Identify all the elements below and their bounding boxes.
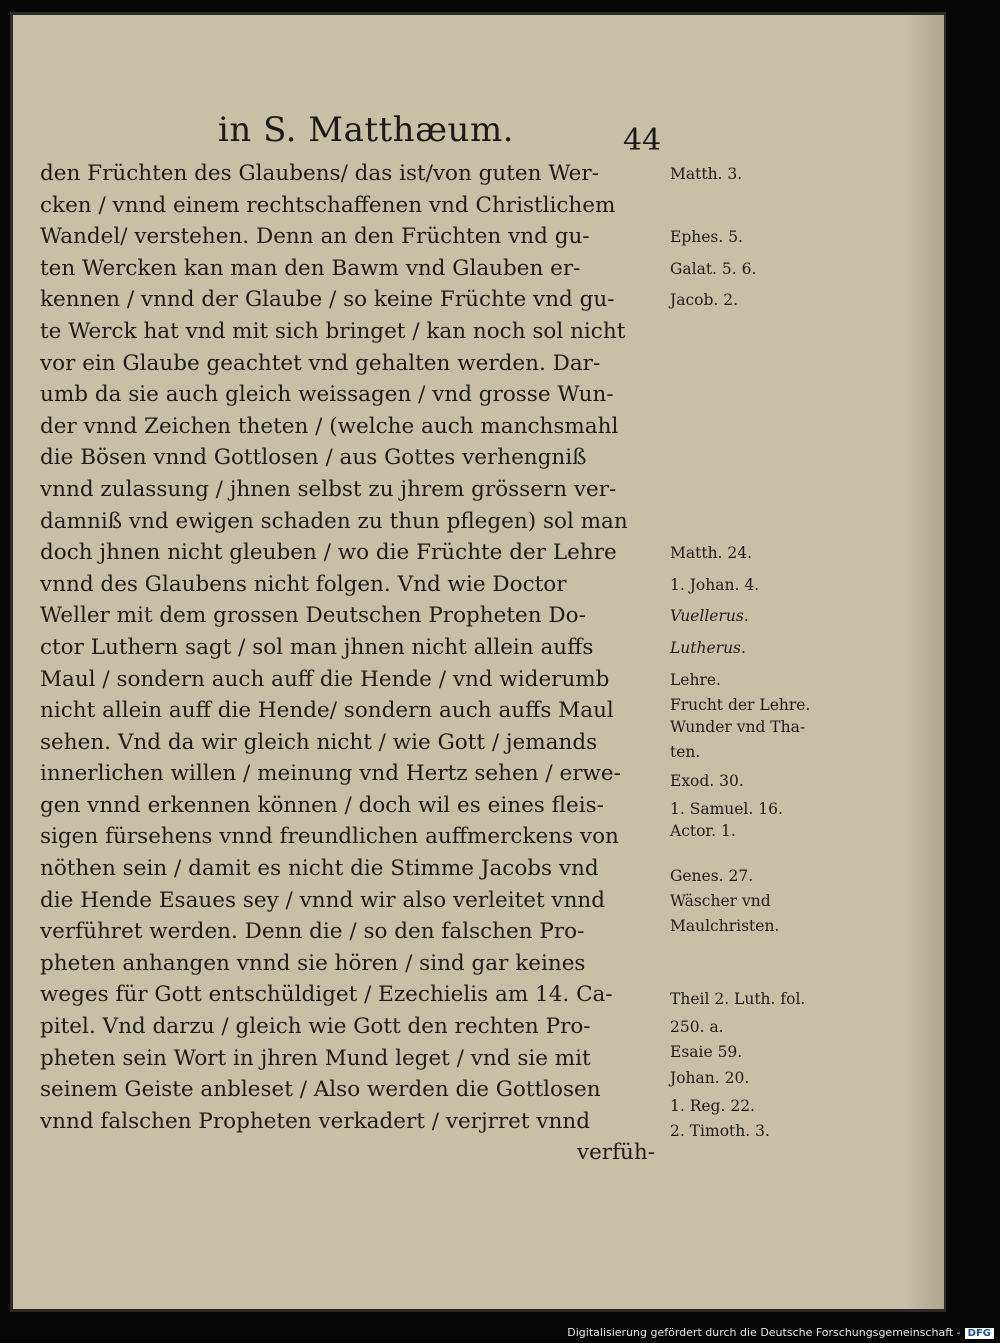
margin-note: 1. Samuel. 16. [670, 800, 783, 819]
text-line: die Hende Esaues sey / vnnd wir also verleitet vnnd [40, 887, 606, 913]
book-page [10, 12, 946, 1312]
margin-note: 250. a. [670, 1018, 724, 1037]
text-line: seinem Geiste anbleset / Also werden die Gottlosen [40, 1077, 601, 1103]
text-line: sigen fürsehens vnnd freundlichen auffmerckens von [40, 824, 619, 850]
margin-note: Ephes. 5. [670, 228, 743, 247]
text-line: nicht allein auff die Hende/ sondern auch auffs Maul [40, 698, 614, 724]
text-line: Maul / sondern auch auff die Hende / vnd widerumb [40, 666, 610, 692]
margin-note: Johan. 20. [670, 1068, 750, 1087]
margin-note: ten. [670, 743, 701, 762]
main-text-block [40, 158, 665, 1169]
margin-note: Matth. 24. [670, 544, 753, 563]
footer-credit [567, 1326, 994, 1339]
margin-note: Lutherus. [670, 639, 746, 657]
margin-note: Exod. 30. [670, 771, 744, 790]
text-line: umb da sie auch gleich weissagen / vnd grosse Wun- [40, 382, 614, 408]
text-line: sehen. Vnd da wir gleich nicht / wie Gott / jemands [40, 729, 598, 755]
margin-note: Lehre. [670, 670, 721, 689]
margin-note: Maulchristen. [670, 917, 780, 936]
margin-note: Galat. 5. 6. [670, 259, 757, 278]
footer-credit-text: Digitalisierung gefördert durch die Deutsche Forschungsgemeinschaft - [567, 1326, 961, 1339]
text-line: ten Wercken kan man den Bawm vnd Glauben er- [40, 255, 581, 281]
margin-note: Jacob. 2. [670, 291, 739, 310]
margin-note: Wunder vnd Tha- [670, 718, 806, 736]
text-line: ctor Luthern sagt / sol man jhnen nicht allein auffs [40, 634, 594, 660]
text-line: cken / vnnd einem rechtschaffenen vnd Christlichem [40, 192, 616, 218]
margin-note: 1. Johan. 4. [670, 575, 760, 594]
text-line: weges für Gott entschüldiget / Ezechielis am 14. Ca- [40, 982, 613, 1008]
margin-note: Theil 2. Luth. fol. [670, 989, 806, 1008]
margin-note: Esaie 59. [670, 1043, 743, 1062]
text-line: der vnnd Zeichen theten / (welche auch manchsmahl [40, 413, 619, 439]
margin-note: Frucht der Lehre. [670, 695, 811, 714]
margin-note: Vuellerus. [670, 607, 749, 626]
text-line: verführet werden. Denn die / so den falschen Pro- [40, 919, 585, 945]
text-line: kennen / vnnd der Glaube / so keine Früchte vnd gu- [40, 287, 615, 313]
page-number: 44 [623, 123, 662, 158]
text-line: damniß vnd ewigen schaden zu thun pflegen) sol man [40, 508, 628, 534]
margin-note: 2. Timoth. 3. [670, 1122, 770, 1141]
text-line: nöthen sein / damit es nicht die Stimme Jacobs vnd [40, 856, 599, 882]
text-line: vnnd zulassung / jhnen selbst zu jhrem grössern ver- [40, 476, 617, 502]
margin-note: 1. Reg. 22. [670, 1097, 755, 1116]
text-line: pheten sein Wort in jhren Mund leget / vnd sie mit [40, 1045, 591, 1071]
margin-note: Actor. 1. [670, 822, 736, 841]
running-title: in S. Matthæum. [218, 110, 514, 150]
text-line: den Früchten des Glaubens/ das ist/von guten Wer- [40, 161, 599, 186]
text-line: pitel. Vnd darzu / gleich wie Gott den rechten Pro- [40, 1014, 591, 1040]
text-line: gen vnnd erkennen können / doch wil es eines fleis- [40, 792, 604, 818]
text-line: doch jhnen nicht gleuben / wo die Früchte der Lehre [40, 540, 617, 566]
text-line: die Bösen vnnd Gottlosen / aus Gottes verhengniß [40, 445, 587, 471]
text-line: vnnd falschen Propheten verkadert / verjrret vnnd [40, 1108, 590, 1134]
text-line: te Werck hat vnd mit sich bringet / kan noch sol nicht [40, 318, 626, 344]
text-line: pheten anhangen vnnd sie hören / sind gar keines [40, 950, 586, 976]
text-line: Wandel/ verstehen. Denn an den Früchten vnd gu- [40, 224, 590, 250]
catchword: verfüh- [576, 1140, 655, 1166]
margin-note: Wäscher vnd [670, 891, 771, 910]
text-line: innerlichen willen / meinung vnd Hertz sehen / erwe- [40, 761, 621, 787]
margin-note: Genes. 27. [670, 866, 754, 885]
text-line: vor ein Glaube geachtet vnd gehalten werden. Dar- [40, 350, 601, 376]
margin-note: Matth. 3. [670, 165, 743, 183]
text-line: vnnd des Glaubens nicht folgen. Vnd wie Doctor [40, 571, 567, 597]
dfg-logo: DFG [965, 1328, 994, 1339]
text-line: Weller mit dem grossen Deutschen Propheten Do- [40, 603, 586, 629]
